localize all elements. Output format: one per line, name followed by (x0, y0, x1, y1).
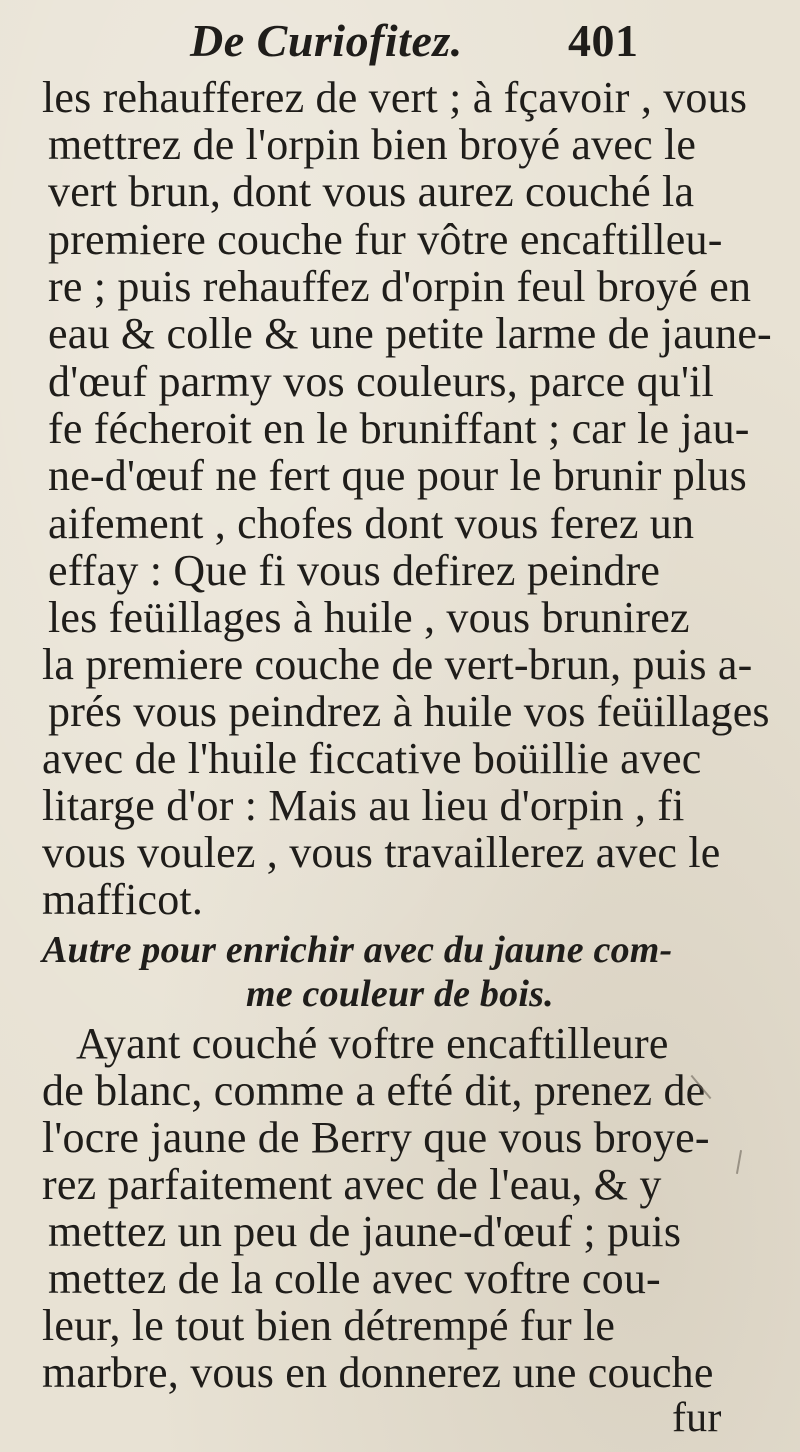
text-line: d'œuf parmy vos couleurs, parce qu'il (48, 357, 714, 406)
text-line: fe fécheroit en le bruniffant ; car le jau- (48, 404, 750, 453)
text-line: vous voulez , vous travaillerez avec le (42, 828, 721, 877)
page-number: 401 (568, 15, 639, 66)
text-line: de blanc, comme a efté dit, prenez de (42, 1066, 706, 1115)
text-line: avec de l'huile ficcative boüillie avec (42, 734, 702, 783)
text-line: les rehaufferez de vert ; à fçavoir , vous (42, 73, 748, 122)
text-line: marbre, vous en donnerez une couche (42, 1348, 714, 1397)
text-line: rez parfaitement avec de l'eau, & y (42, 1160, 662, 1209)
text-line: re ; puis rehauffez d'orpin feul broyé en (48, 262, 752, 311)
section-heading: Autre pour enrichir avec du jaune com- (42, 929, 673, 971)
text-line: mettez un peu de jaune-d'œuf ; puis (48, 1207, 682, 1256)
text-line: effay : Que fi vous defirez peindre (48, 546, 661, 595)
text-line: mafficot. (42, 875, 204, 924)
text-line: mettrez de l'orpin bien broyé avec le (48, 120, 697, 169)
text-line: litarge d'or : Mais au lieu d'orpin , fi (42, 781, 685, 830)
running-header (190, 14, 710, 66)
text-line: ne-d'œuf ne fert que pour le brunir plus (48, 451, 747, 500)
section-heading-continued: me couleur de bois. (246, 973, 554, 1015)
text-line: la premiere couche de vert-brun, puis a- (42, 640, 753, 689)
text-line: mettez de la colle avec voftre cou- (48, 1254, 661, 1303)
text-line: vert brun, dont vous aurez couché la (48, 167, 695, 216)
text-line: leur, le tout bien détrempé fur le (42, 1301, 616, 1350)
catchword: fur (672, 1395, 722, 1441)
text-line: premiere couche fur vôtre encaftilleu- (48, 215, 723, 264)
text-line: Ayant couché voftre encaftilleure (76, 1019, 669, 1068)
margin-mark (736, 1150, 742, 1174)
running-title: De Curiofitez. (190, 15, 463, 66)
text-line: les feüillages à huile , vous brunirez (48, 593, 690, 642)
text-line: aifement , chofes dont vous ferez un (48, 499, 695, 548)
text-line: prés vous peindrez à huile vos feüillages (48, 687, 770, 736)
text-line: eau & colle & une petite larme de jaune- (48, 309, 772, 358)
text-line: l'ocre jaune de Berry que vous broye- (42, 1113, 710, 1162)
